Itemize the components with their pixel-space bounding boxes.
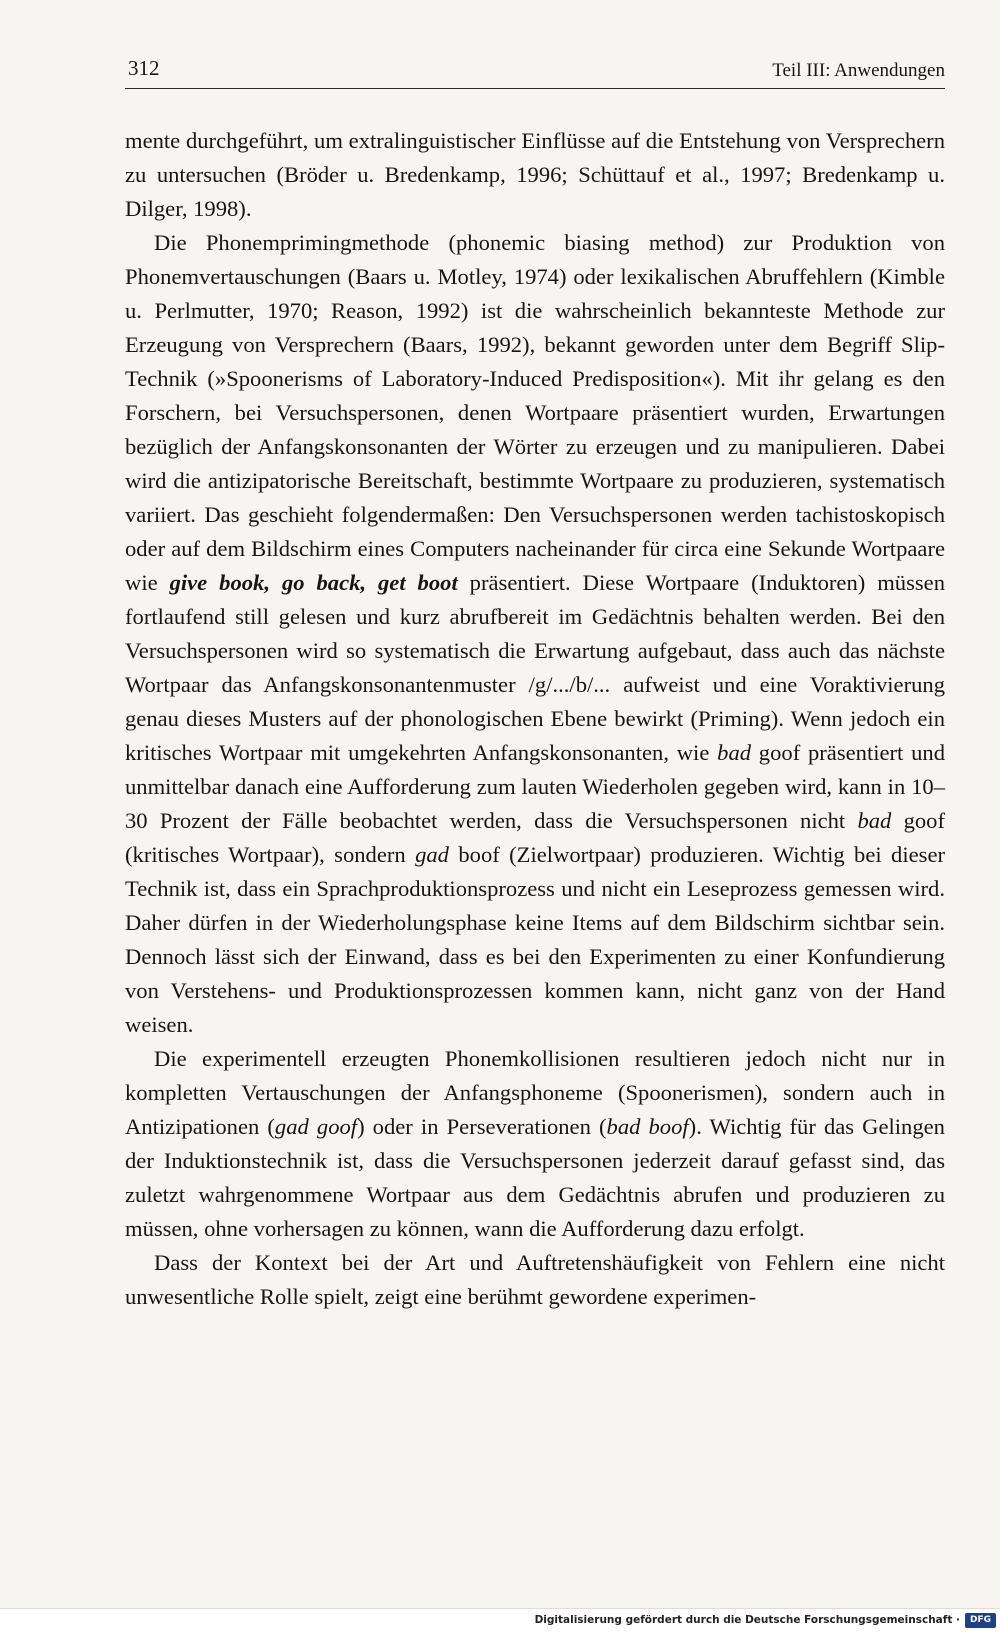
text-run: goof (kritisches Wortpaar), sondern: [125, 808, 945, 867]
text-run: Die experimentell erzeugten Phonemkollisionen resultieren jedoch nicht nur in kompletten Vertauschungen der Anfangsphoneme (Spoonerismen), sondern auch in Antizipationen (: [125, 1046, 945, 1139]
digitization-footer: [0, 1608, 1000, 1633]
paragraph-p3: [125, 1042, 945, 1246]
body-text: [125, 124, 945, 1314]
paragraph-p2: [125, 226, 945, 1042]
dfg-logo: DFG: [965, 1613, 996, 1628]
paragraph-p1: [125, 124, 945, 226]
paragraph-p4: [125, 1246, 945, 1314]
text-run: gad goof: [274, 1114, 358, 1139]
running-head: Teil III: Anwendungen: [772, 60, 945, 81]
page-header: [125, 52, 945, 89]
text-run: gad: [415, 842, 449, 867]
text-run: bad boof: [606, 1114, 689, 1139]
funding-notice: Digitalisierung gefördert durch die Deutsche Forschungsgemeinschaft ·: [534, 1614, 960, 1626]
text-run: Dass der Kontext bei der Art und Auftretenshäufigkeit von Fehlern eine nicht unwesentliche Rolle spielt, zeigt eine berühmt gewordene experimen-: [125, 1250, 945, 1309]
text-run: bad: [717, 740, 752, 765]
text-run: goof präsentiert und unmittelbar danach eine Aufforderung zum lauten Wiederholen gegeben wird, kann in 10–30 Prozent der Fälle beobachtet werden, dass die Versuchspersonen nicht: [125, 740, 945, 833]
text-run: ) oder in Perseverationen (: [357, 1114, 607, 1139]
text-run: Die Phonemprimingmethode (phonemic biasing method) zur Produktion von Phonemvertauschungen (Baars u. Motley, 1974) oder lexikalischen Abruffehlern (Kimble u. Perlmutter, 1970; Reason, 1992) ist die wahrscheinlich bekannteste Methode zur Erzeugung von Versprechern (Baars, 1992), bekannt geworden unter dem Begriff Slip-Technik (»Spoonerisms of Laboratory-Induced Predisposition«). Mit ihr gelang es den Forschern, bei Versuchspersonen, denen Wortpaare präsentiert wurden, Erwartungen bezüglich der Anfangskonsonanten der Wörter zu erzeugen und zu manipulieren. Dabei wird die antizipatorische Bereitschaft, bestimmte Wortpaare zu produzieren, systematisch variiert. Das geschieht folgendermaßen: Den Versuchspersonen werden tachistoskopisch oder auf dem Bildschirm eines Computers nacheinander für circa eine Sekunde Wortpaare wie: [125, 230, 945, 595]
text-run: mente durchgeführt, um extralinguistischer Einflüsse auf die Entstehung von Versprechern zu untersuchen (Bröder u. Bredenkamp, 1996; Schüttauf et al., 1997; Bredenkamp u. Dilger, 1998).: [125, 128, 945, 221]
text-run: bad: [857, 808, 892, 833]
text-run: ). Wichtig für das Gelingen der Induktionstechnik ist, dass die Versuchspersonen jederzeit darauf gefasst sind, das zuletzt wahrgenommene Wortpaar aus dem Gedächtnis abrufen und produzieren zu müssen, ohne vorhersagen zu können, wann die Aufforderung dazu erfolgt.: [125, 1114, 945, 1241]
page-number: 312: [128, 56, 160, 80]
text-run: give book, go back, get boot: [169, 570, 458, 595]
text-run: boof (Zielwortpaar) produzieren. Wichtig bei dieser Technik ist, dass ein Sprachproduktionsprozess und nicht ein Leseprozess gemessen wird. Daher dürfen in der Wiederholungsphase keine Items auf dem Bildschirm sichtbar sein. Dennoch lässt sich der Einwand, dass es bei den Experimenten zu einer Konfundierung von Verstehens- und Produktionsprozessen kommen kann, nicht ganz von der Hand weisen.: [125, 842, 945, 1037]
text-run: präsentiert. Diese Wortpaare (Induktoren) müssen fortlaufend still gelesen und kurz abrufbereit im Gedächtnis behalten werden. Bei den Versuchspersonen wird so systematisch die Erwartung aufgebaut, dass auch das nächste Wortpaar das Anfangskonsonantenmuster /g/.../b/... aufweist und eine Voraktivierung genau dieses Musters auf der phonologischen Ebene bewirkt (Priming). Wenn jedoch ein kritisches Wortpaar mit umgekehrten Anfangskonsonanten, wie: [125, 570, 945, 765]
